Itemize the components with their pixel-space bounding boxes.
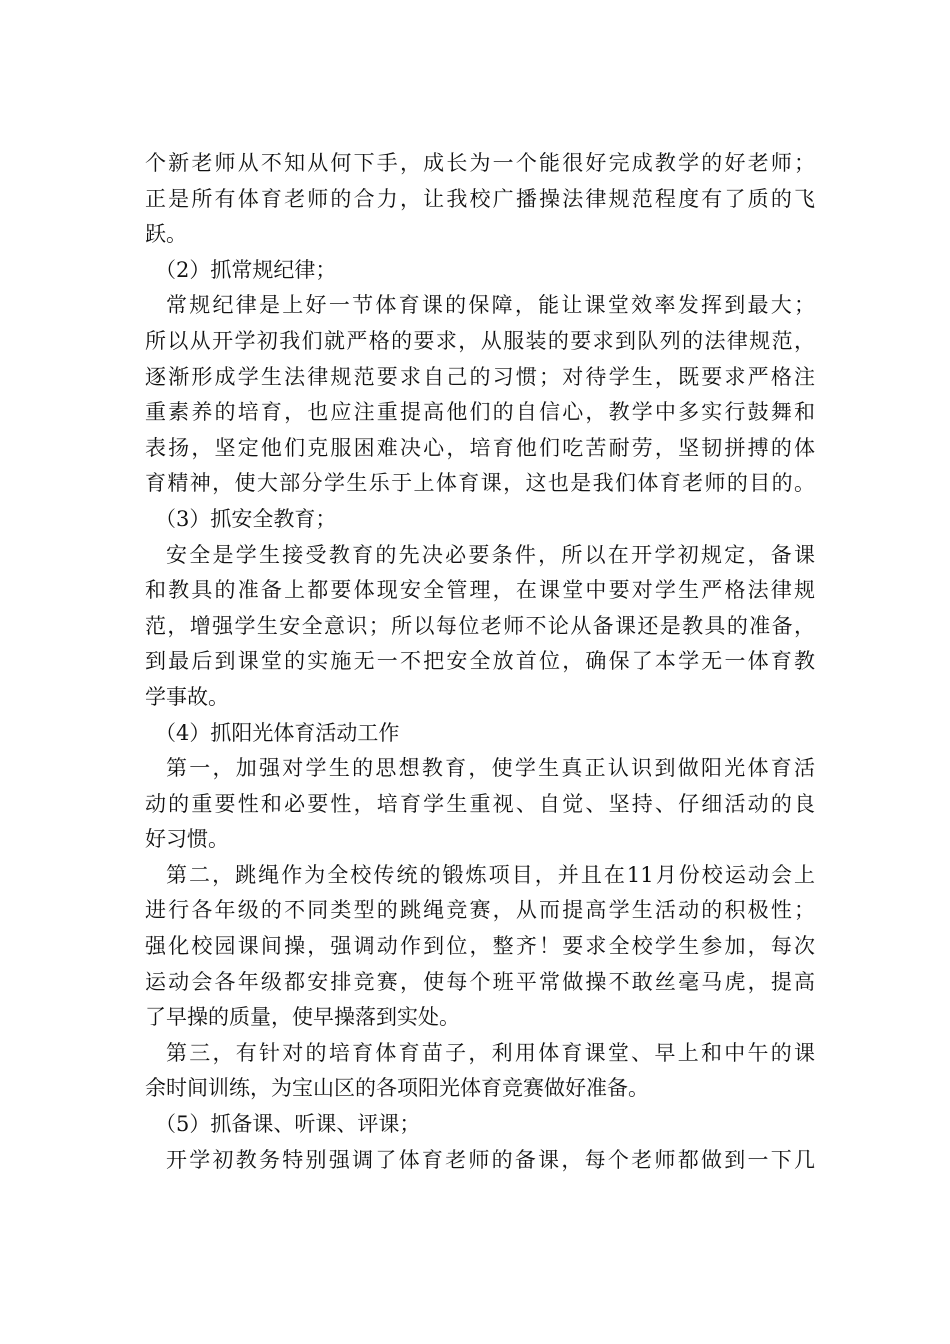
- section-heading: （4）抓阳光体育活动工作: [155, 720, 400, 745]
- text-line: 动的重要性和必要性，培育学生重视、自觉、坚持、仔细活动的良: [145, 791, 815, 816]
- text-line: 范，增强学生安全意识；所以每位老师不论从备课还是教具的准备，: [145, 613, 815, 638]
- text-line: 好习惯。: [145, 827, 229, 852]
- text-line: 第三，有针对的培育体育苗子，利用体育课堂、早上和中午的课: [166, 1040, 815, 1065]
- text-line: 运动会各年级都安排竞赛，使每个班平常做操不敢丝毫马虎，提高: [145, 969, 815, 994]
- text-line: 强化校园课间操，强调动作到位，整齐！要求全校学生参加，每次: [145, 934, 815, 959]
- text-line: 所以从开学初我们就严格的要求，从服装的要求到队列的法律规范，: [145, 328, 815, 353]
- text-line: 和教具的准备上都要体现安全管理，在课堂中要对学生严格法律规: [145, 578, 815, 603]
- text-line: 开学初教务特别强调了体育老师的备课，每个老师都做到一下几: [166, 1147, 815, 1172]
- text-line: 正是所有体育老师的合力，让我校广播操法律规范程度有了质的飞: [145, 186, 815, 211]
- text-line: 学事故。: [145, 684, 229, 709]
- text-line: 进行各年级的不同类型的跳绳竞赛，从而提高学生活动的积极性；: [145, 898, 815, 923]
- text-line: 第一，加强对学生的思想教育，使学生真正认识到做阳光体育活: [166, 756, 815, 781]
- text-line: 个新老师从不知从何下手，成长为一个能很好完成教学的好老师；: [145, 151, 815, 175]
- section-heading: （5）抓备课、听课、评课；: [155, 1112, 421, 1137]
- text-line: 逐渐形成学生法律规范要求自己的习惯；对待学生，既要求严格注: [145, 364, 815, 389]
- text-line: 表扬，坚定他们克服困难决心，培育他们吃苦耐劳，坚韧拼搏的体: [145, 435, 815, 460]
- text-line: 安全是学生接受教育的先决必要条件，所以在开学初规定，备课: [166, 542, 815, 567]
- text-line: 到最后到课堂的实施无一不把安全放首位，确保了本学无一体育教: [145, 649, 815, 674]
- text-line: 常规纪律是上好一节体育课的保障，能让课堂效率发挥到最大；: [166, 293, 815, 318]
- text-line: 了早操的质量，使早操落到实处。: [145, 1005, 460, 1030]
- section-heading: （3）抓安全教育；: [155, 506, 337, 531]
- text-line: 重素养的培育，也应注重提高他们的自信心，教学中多实行鼓舞和: [145, 400, 815, 425]
- text-line: 跃。: [145, 222, 187, 247]
- text-line: 育精神，使大部分学生乐于上体育课，这也是我们体育老师的目的。: [145, 471, 815, 496]
- text-line: 第二，跳绳作为全校传统的锻炼项目，并且在11月份校运动会上: [166, 862, 815, 887]
- section-heading: （2）抓常规纪律；: [155, 257, 337, 282]
- body-text: [145, 146, 815, 1178]
- text-line: 余时间训练，为宝山区的各项阳光体育竞赛做好准备。: [145, 1076, 649, 1101]
